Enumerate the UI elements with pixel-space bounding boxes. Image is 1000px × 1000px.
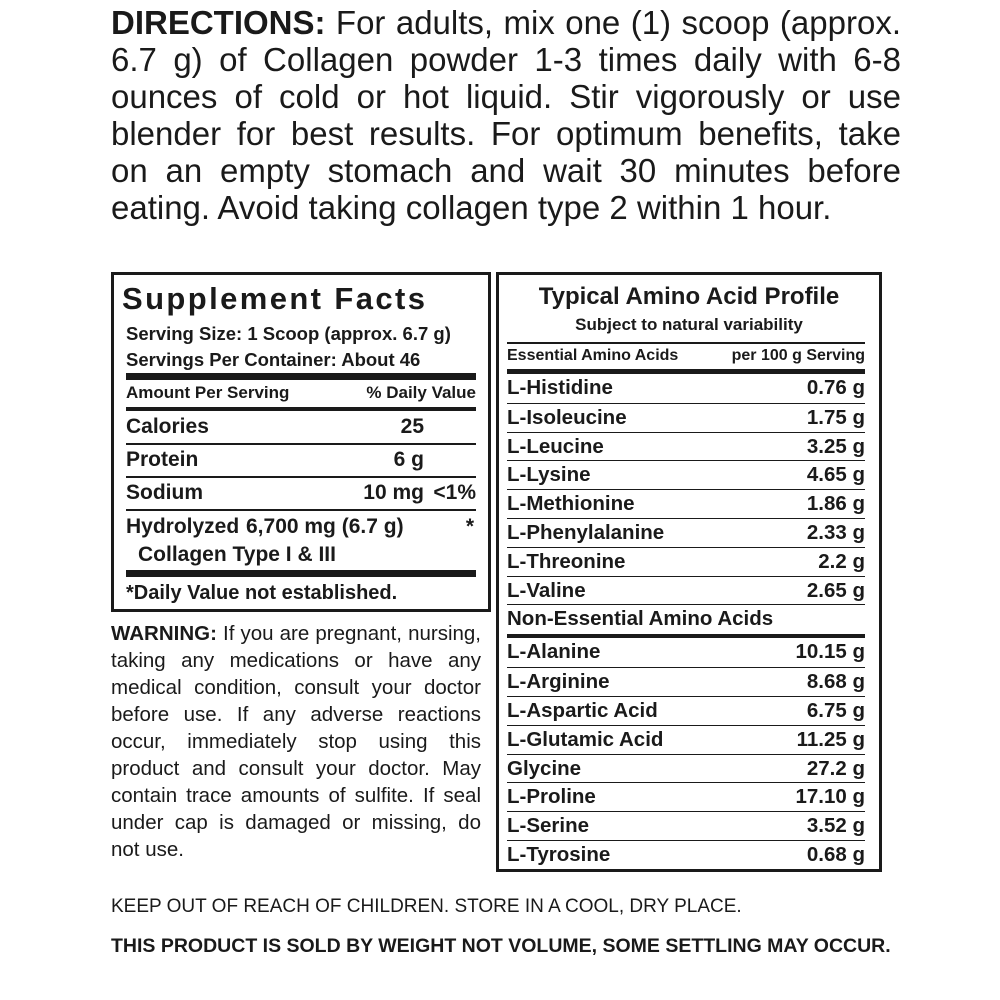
amino-name: L-Threonine (507, 549, 626, 573)
nutrient-amount: 10 mg (363, 481, 424, 504)
amino-value: 0.76 g (806, 376, 865, 399)
warning-paragraph (111, 620, 481, 863)
amount-per-serving-header: Amount Per Serving (126, 383, 290, 402)
warning-label: WARNING: (111, 622, 217, 645)
amino-value: 2.33 g (806, 521, 865, 544)
amino-name: L-Tyrosine (507, 843, 611, 866)
supplement-facts-title: Supplement Facts (122, 281, 428, 316)
amino-profile-subtitle: Subject to natural variability (575, 315, 803, 334)
thick-divider (126, 570, 476, 577)
non-essential-header: Non-Essential Amino Acids (507, 604, 865, 637)
amino-row (507, 460, 865, 489)
collagen-name: Hydrolyzed (126, 515, 240, 538)
amino-row (507, 638, 865, 666)
thick-divider (126, 373, 476, 380)
essential-column-header: Essential Amino Acids (507, 347, 679, 364)
amino-row (507, 576, 865, 605)
supplement-facts-panel (111, 272, 491, 612)
amino-name: Glycine (507, 756, 582, 780)
amino-acid-profile-panel (496, 272, 882, 872)
amino-value: 1.75 g (806, 405, 865, 429)
per-serving-column-header: per 100 g Serving (731, 347, 865, 364)
row-divider (126, 509, 476, 511)
footnote: *Daily Value not established. (126, 582, 398, 604)
amino-row (507, 725, 865, 754)
amino-name: L-Histidine (507, 376, 613, 399)
amino-name: L-Serine (507, 814, 590, 838)
divider (507, 342, 865, 344)
amino-row (507, 432, 865, 461)
amino-name: L-Methionine (507, 492, 635, 516)
directions-label: DIRECTIONS: (111, 4, 326, 41)
amino-value: 6.75 g (806, 699, 865, 722)
storage-notice: KEEP OUT OF REACH OF CHILDREN. STORE IN A COOL, DRY PLACE. (111, 896, 742, 917)
amino-row (507, 782, 865, 811)
directions-text: For adults, mix one (1) scoop (approx. 6.7 g) of Collagen powder 1-3 times daily with 6-8 ounces of cold or hot liquid. Stir vigorously or use blender for best results. For optimum benefits, take on an empty stomach and wait 30 minutes before eating. Avoid taking collagen type 2 within 1 hour. (111, 4, 901, 226)
daily-value-header: % Daily Value (366, 383, 476, 402)
amino-value: 8.68 g (806, 670, 865, 694)
amino-row (507, 667, 865, 696)
serving-size: Serving Size: 1 Scoop (approx. 6.7 g) (126, 323, 451, 344)
directions-paragraph (111, 4, 901, 226)
amino-value: 2.65 g (806, 578, 865, 602)
amino-value: 2.2 g (818, 549, 865, 573)
amino-name: L-Proline (507, 785, 596, 809)
amino-row (507, 811, 865, 840)
row-divider (126, 443, 476, 445)
amino-value: 3.52 g (806, 814, 865, 838)
amino-row (507, 696, 865, 725)
amino-row (507, 547, 865, 576)
amino-name: L-Arginine (507, 670, 610, 694)
servings-per-container: Servings Per Container: About 46 (126, 349, 421, 370)
amino-value: 27.2 g (806, 756, 865, 780)
amino-name: L-Phenylalanine (507, 521, 665, 544)
amino-row (507, 754, 865, 783)
amino-name: L-Glutamic Acid (507, 727, 664, 751)
amino-name: L-Aspartic Acid (507, 699, 658, 722)
amino-value: 0.68 g (806, 843, 865, 866)
amino-row (507, 489, 865, 518)
amino-value: 4.65 g (806, 463, 865, 487)
amino-row (507, 374, 865, 402)
amino-row (507, 840, 865, 869)
amino-value: 17.10 g (795, 785, 865, 809)
amino-value: 10.15 g (795, 640, 865, 664)
nutrient-name: Protein (126, 448, 199, 471)
nutrient-amount: 6 g (393, 448, 424, 471)
amino-profile-title: Typical Amino Acid Profile (538, 283, 840, 310)
warning-text: If you are pregnant, nursing, taking any medications or have any medical condition, consult your doctor before use. If any adverse reactions occur, immediately stop using this product and consult your doctor. May contain trace amounts of sulfite. If seal under cap is damaged or missing, do not use. (111, 622, 481, 861)
nutrient-name: Calories (126, 415, 209, 438)
amino-value: 1.86 g (806, 492, 865, 516)
amino-row (507, 518, 865, 547)
collagen-amount: 6,700 mg (6.7 g) (246, 515, 404, 538)
amino-row (507, 403, 865, 432)
nutrient-amount: 25 (400, 415, 424, 438)
amino-name: L-Leucine (507, 434, 604, 458)
amino-name: L-Alanine (507, 640, 601, 664)
amino-value: 3.25 g (806, 434, 865, 458)
nutrient-dv: <1% (433, 481, 476, 504)
amino-name: L-Isoleucine (507, 405, 627, 429)
divider (126, 407, 476, 411)
amino-value: 11.25 g (796, 727, 865, 751)
amino-name: L-Lysine (507, 463, 591, 487)
nutrient-name: Sodium (126, 481, 203, 504)
amino-name: L-Valine (507, 578, 586, 602)
collagen-name-cont: Collagen Type I & III (138, 543, 336, 566)
row-divider (126, 476, 476, 478)
collagen-dv: * (465, 515, 474, 538)
weight-notice: THIS PRODUCT IS SOLD BY WEIGHT NOT VOLUME, SOME SETTLING MAY OCCUR. (111, 935, 891, 957)
